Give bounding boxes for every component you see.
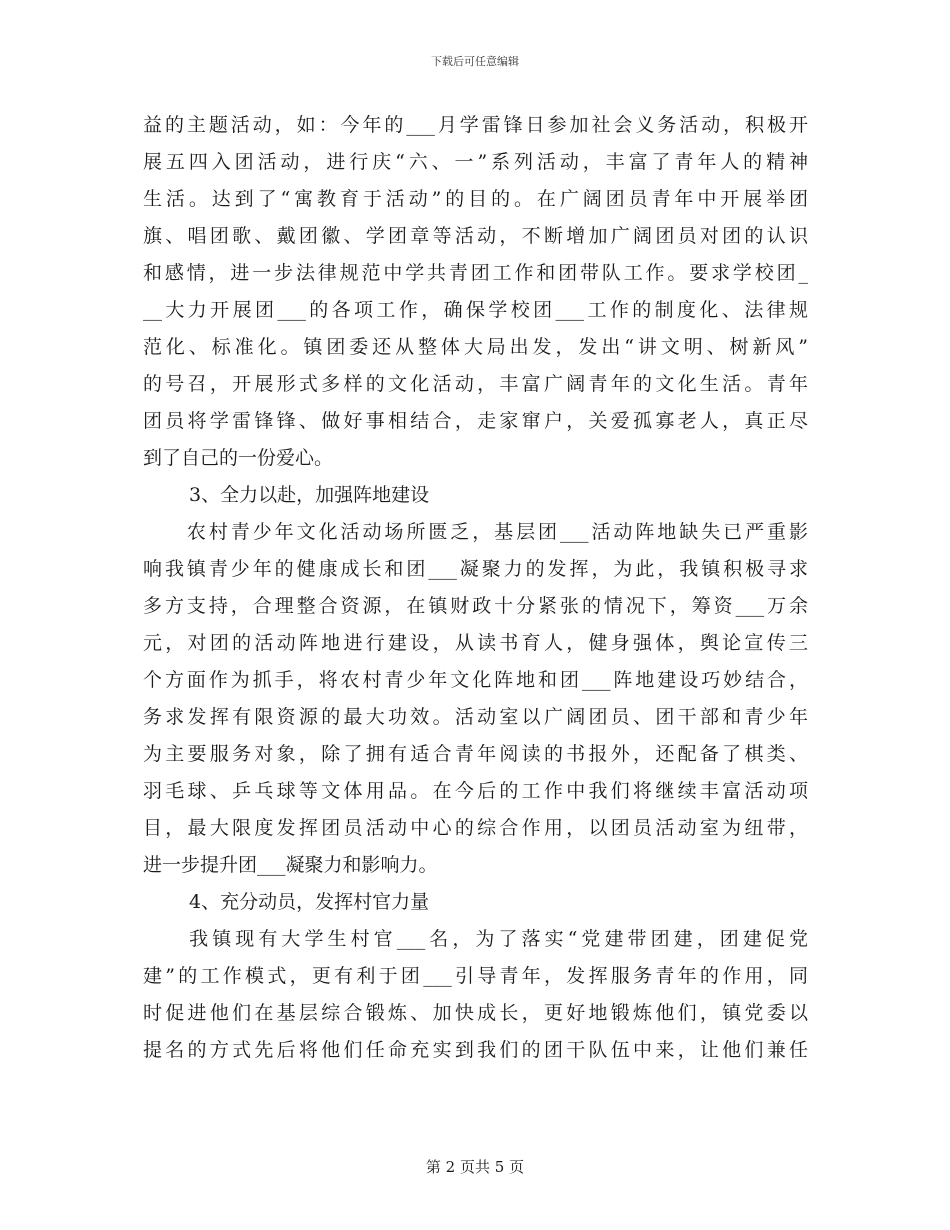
- text-line: 到了自己的一份爱心。: [143, 447, 334, 469]
- text-line: 提名的方式先后将他们任命充实到我们的团干队伍中来，让他们兼任: [143, 1039, 808, 1061]
- text-line: 益的主题活动，如：今年的___月学雷锋日参加社会义务活动，积极开: [143, 114, 808, 136]
- text-line: 多方支持，合理整合资源，在镇财政十分紧张的情况下，筹资___万余: [143, 595, 808, 617]
- text-line: 团员将学雷锋锋、做好事相结合，走家窜户，关爱孤寡老人，真正尽: [143, 410, 808, 432]
- text-line: 元，对团的活动阵地进行建设，从读书育人，健身强体，舆论宣传三: [143, 632, 808, 654]
- text-line: 羽毛球、乒乓球等文体用品。在今后的工作中我们将继续丰富活动项: [143, 780, 808, 802]
- text-line: 农村青少年文化活动场所匮乏，基层团___活动阵地缺失已严重影: [143, 521, 808, 543]
- text-line: 和感情，进一步法律规范中学共青团工作和团带队工作。要求学校团_: [143, 262, 808, 284]
- page-header: 下载后可任意编辑: [431, 55, 519, 68]
- text-line: 个方面作为抓手，将农村青少年文化阵地和团___阵地建设巧妙结合，: [143, 669, 808, 691]
- text-line: 响我镇青少年的健康成长和团___凝聚力的发挥，为此，我镇积极寻求: [143, 558, 808, 580]
- text-line: 时促进他们在基层综合锻炼、加快成长，更好地锻炼他们，镇党委以: [143, 1002, 808, 1024]
- text-line: 的号召，开展形式多样的文化活动，丰富广阔青年的文化生活。青年: [143, 373, 808, 395]
- section-heading: 4、充分动员，发挥村官力量: [189, 891, 430, 913]
- text-line: 为主要服务对象，除了拥有适合青年阅读的书报外，还配备了棋类、: [143, 743, 808, 765]
- text-line: 生活。达到了“寓教育于活动”的目的。在广阔团员青年中开展举团: [143, 188, 808, 210]
- text-line: 旗、唱团歌、戴团徽、学团章等活动，不断增加广阔团员对团的认识: [143, 225, 808, 247]
- text-line: 展五四入团活动，进行庆“六、一”系列活动，丰富了青年人的精神: [143, 151, 808, 173]
- section-heading: 3、全力以赴，加强阵地建设: [189, 484, 430, 506]
- text-line: 我镇现有大学生村官___名，为了落实“党建带团建，团建促党: [143, 928, 808, 950]
- text-line: 建”的工作模式，更有利于团___引导青年，发挥服务青年的作用，同: [143, 965, 808, 987]
- text-line: 范化、标准化。镇团委还从整体大局出发，发出“讲文明、树新风”: [143, 336, 808, 358]
- document-body: [143, 107, 808, 1069]
- text-line: __大力开展团___的各项工作，确保学校团___工作的制度化、法律规: [143, 299, 808, 321]
- text-line: 务求发挥有限资源的最大功效。活动室以广阔团员、团干部和青少年: [143, 706, 808, 728]
- page-footer: 第 2 页共 5 页: [425, 1158, 525, 1176]
- text-line: 目，最大限度发挥团员活动中心的综合作用，以团员活动室为纽带，: [143, 817, 808, 839]
- text-line: 进一步提升团___凝聚力和影响力。: [143, 854, 438, 876]
